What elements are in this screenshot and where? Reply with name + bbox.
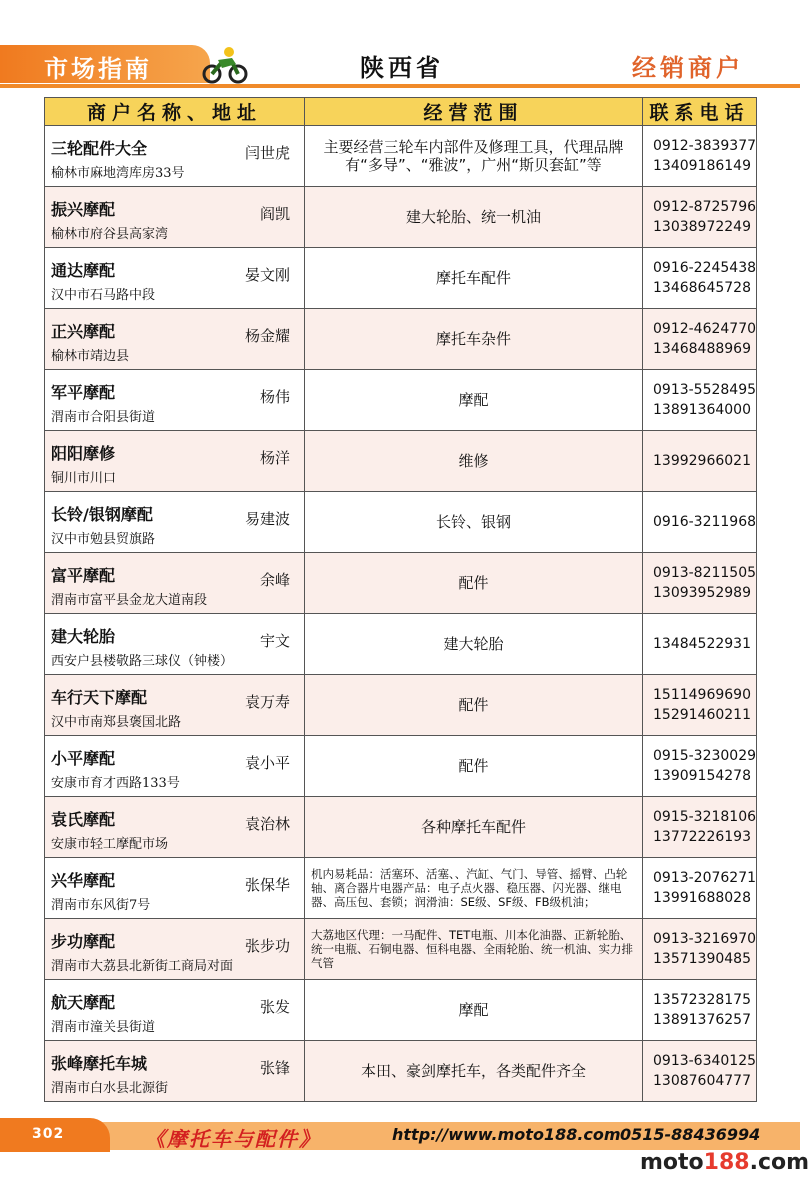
dealer-cell	[45, 492, 305, 553]
table-row	[45, 248, 757, 309]
contact-person: 杨金耀	[244, 327, 290, 345]
business-scope: 摩配	[305, 980, 643, 1041]
dealer-cell	[45, 248, 305, 309]
header-divider	[0, 84, 800, 88]
table-row	[45, 370, 757, 431]
contact-person: 杨伟	[259, 388, 290, 406]
phone-number: 0912-4624770	[653, 321, 757, 337]
dealer-address: 渭南市富平县金龙大道南段	[51, 593, 208, 608]
phone-cell	[643, 919, 757, 980]
phone-cell	[643, 187, 757, 248]
phone-number: 0916-2245438	[653, 260, 757, 276]
table-row	[45, 675, 757, 736]
contact-person: 袁小平	[244, 754, 290, 772]
dealer-cell	[45, 980, 305, 1041]
footer-phone: 0515-88436994	[620, 1125, 761, 1144]
dealer-name: 阳阳摩修	[51, 444, 116, 463]
dealer-cell	[45, 797, 305, 858]
business-scope: 摩配	[305, 370, 643, 431]
dealer-address: 榆林市府谷县高家湾	[51, 227, 169, 242]
table-row	[45, 858, 757, 919]
phone-cell	[643, 614, 757, 675]
business-scope: 长铃、银钢	[305, 492, 643, 553]
phone-cell	[643, 309, 757, 370]
phone-number: 13909154278	[653, 768, 751, 784]
phone-number: 0913-5528495	[653, 382, 757, 398]
phone-number: 0913-2076271	[653, 870, 757, 886]
phone-cell	[643, 1041, 757, 1102]
contact-person: 张步功	[244, 937, 290, 955]
phone-cell	[643, 858, 757, 919]
business-scope: 摩托车配件	[305, 248, 643, 309]
dealer-cell	[45, 187, 305, 248]
contact-person: 阎凯	[259, 205, 290, 223]
phone-number: 0912-3839377	[653, 138, 757, 154]
phone-number: 15114969690	[653, 687, 751, 703]
dealer-name: 步功摩配	[51, 932, 116, 951]
dealer-address: 西安户县楼敬路三球仪（钟楼）	[51, 654, 234, 669]
phone-cell	[643, 492, 757, 553]
contact-person: 易建波	[244, 510, 290, 528]
dealer-address: 渭南市白水县北源街	[51, 1081, 169, 1096]
phone-cell	[643, 553, 757, 614]
table-row	[45, 1041, 757, 1102]
province-title: 陕西省	[360, 53, 444, 82]
phone-number: 13991688028	[653, 890, 751, 906]
phone-number: 0912-8725796	[653, 199, 757, 215]
phone-number: 13468645728	[653, 280, 751, 296]
phone-number: 15291460211	[653, 707, 751, 723]
dealer-cell	[45, 858, 305, 919]
table-row	[45, 492, 757, 553]
dealer-address: 渭南市东风街7号	[51, 898, 151, 913]
phone-number: 13038972249	[653, 219, 751, 235]
column-header-name: 商户名称、地址	[45, 98, 305, 126]
phone-number: 0916-3211968	[653, 514, 757, 530]
dealer-table	[44, 97, 757, 1102]
dealer-address: 渭南市潼关县街道	[51, 1020, 156, 1035]
section-title: 市场指南	[44, 54, 152, 83]
dealer-cell	[45, 370, 305, 431]
dealer-name: 振兴摩配	[51, 200, 116, 219]
dealer-address: 汉中市南郑县褒国北路	[51, 715, 182, 730]
dealer-cell	[45, 614, 305, 675]
page-number-tab	[0, 1118, 110, 1152]
table-row	[45, 187, 757, 248]
phone-number: 13409186149	[653, 158, 751, 174]
phone-number: 13891376257	[653, 1012, 751, 1028]
dealer-name: 通达摩配	[51, 261, 116, 280]
column-header-phone: 联系电话	[643, 98, 757, 126]
table-row	[45, 919, 757, 980]
category-title: 经销商户	[632, 53, 744, 82]
page-number: 302	[32, 1126, 65, 1142]
business-scope: 配件	[305, 736, 643, 797]
dealer-cell	[45, 431, 305, 492]
phone-number: 13484522931	[653, 636, 751, 652]
contact-person: 晏文刚	[244, 266, 290, 284]
dealer-cell	[45, 919, 305, 980]
contact-person: 杨洋	[259, 449, 290, 467]
business-scope: 主要经营三轮车内部件及修理工具，代理品牌有“多导”、“雅波”，广州“斯贝套缸”等	[305, 126, 643, 187]
magazine-title: 《摩托车与配件》	[145, 1127, 321, 1151]
column-header-scope: 经营范围	[305, 98, 643, 126]
table-row	[45, 431, 757, 492]
dealer-name: 富平摩配	[51, 566, 116, 585]
table-row	[45, 614, 757, 675]
phone-cell	[643, 248, 757, 309]
dealer-name: 三轮配件大全	[51, 139, 148, 158]
phone-number: 0913-3216970	[653, 931, 757, 947]
dealer-address: 渭南市合阳县街道	[51, 410, 156, 425]
phone-number: 13093952989	[653, 585, 751, 601]
phone-number: 13572328175	[653, 992, 751, 1008]
dealer-name: 车行天下摩配	[51, 688, 148, 707]
business-scope: 建大轮胎、统一机油	[305, 187, 643, 248]
dealer-cell	[45, 126, 305, 187]
business-scope: 各种摩托车配件	[305, 797, 643, 858]
phone-cell	[643, 980, 757, 1041]
contact-person: 余峰	[259, 571, 290, 589]
phone-number: 13087604777	[653, 1073, 751, 1089]
table-row	[45, 736, 757, 797]
contact-person: 张保华	[244, 876, 290, 894]
dealer-name: 张峰摩托车城	[51, 1054, 148, 1073]
phone-number: 13772226193	[653, 829, 751, 845]
phone-number: 0913-8211505	[653, 565, 757, 581]
dealer-cell	[45, 553, 305, 614]
phone-number: 0915-3230029	[653, 748, 757, 764]
business-scope: 机内易耗品：活塞环、活塞、、汽缸、气门、导管、摇臂、凸轮轴、离合器片电器产品：电子点火器、稳压器、闪光器、继电器、高压包、套锁；润滑油：SE级、SF级、FB级机油；	[305, 858, 643, 919]
phone-number: 0913-6340125	[653, 1053, 757, 1069]
phone-cell	[643, 797, 757, 858]
dealer-address: 铜川市川口	[51, 471, 117, 486]
dealer-cell	[45, 736, 305, 797]
table-row	[45, 980, 757, 1041]
contact-person: 张发	[259, 998, 290, 1016]
table-row	[45, 126, 757, 187]
dealer-address: 榆林市麻地湾库房33号	[51, 166, 185, 181]
dealer-cell	[45, 309, 305, 370]
phone-cell	[643, 675, 757, 736]
dealer-address: 汉中市勉县贸旗路	[51, 532, 156, 547]
business-scope: 配件	[305, 553, 643, 614]
phone-number: 13891364000	[653, 402, 751, 418]
dealer-name: 长铃/银钢摩配	[51, 505, 153, 524]
dealer-address: 渭南市大荔县北新街工商局对面	[51, 959, 234, 974]
phone-cell	[643, 126, 757, 187]
business-scope: 配件	[305, 675, 643, 736]
dealer-address: 安康市育才西路133号	[51, 776, 180, 791]
dealer-address: 汉中市石马路中段	[51, 288, 156, 303]
business-scope: 维修	[305, 431, 643, 492]
watermark: moto188.com	[640, 1150, 809, 1175]
contact-person: 袁治林	[244, 815, 290, 833]
dealer-name: 正兴摩配	[51, 322, 116, 341]
dealer-name: 建大轮胎	[51, 627, 116, 646]
dealer-name: 军平摩配	[51, 383, 116, 402]
section-banner	[0, 45, 210, 83]
dealer-name: 小平摩配	[51, 749, 116, 768]
motorcycle-icon	[202, 44, 248, 84]
phone-number: 13571390485	[653, 951, 751, 967]
business-scope: 摩托车杂件	[305, 309, 643, 370]
dealer-name: 航天摩配	[51, 993, 116, 1012]
contact-person: 宇文	[259, 632, 290, 650]
business-scope: 本田、豪剑摩托车，各类配件齐全	[305, 1041, 643, 1102]
website-link[interactable]: http://www.moto188.com	[392, 1125, 621, 1144]
phone-number: 13468488969	[653, 341, 751, 357]
dealer-address: 安康市轻工摩配市场	[51, 837, 169, 852]
phone-cell	[643, 370, 757, 431]
phone-number: 0915-3218106	[653, 809, 757, 825]
dealer-cell	[45, 1041, 305, 1102]
dealer-name: 兴华摩配	[51, 871, 116, 890]
phone-cell	[643, 431, 757, 492]
dealer-cell	[45, 675, 305, 736]
phone-cell	[643, 736, 757, 797]
table-row	[45, 309, 757, 370]
table-row	[45, 553, 757, 614]
phone-number: 13992966021	[653, 453, 751, 469]
contact-person: 张锋	[259, 1059, 290, 1077]
dealer-address: 榆林市靖边县	[51, 349, 130, 364]
contact-person: 袁万寿	[244, 693, 290, 711]
contact-person: 闫世虎	[244, 144, 290, 162]
business-scope: 建大轮胎	[305, 614, 643, 675]
table-row	[45, 797, 757, 858]
business-scope: 大荔地区代理：一马配件、TET电瓶、川本化油器、正新轮胎、统一电瓶、石铜电器、恒科电器、全雨轮胎、统一机油、实力排气管	[305, 919, 643, 980]
dealer-name: 袁氏摩配	[51, 810, 116, 829]
